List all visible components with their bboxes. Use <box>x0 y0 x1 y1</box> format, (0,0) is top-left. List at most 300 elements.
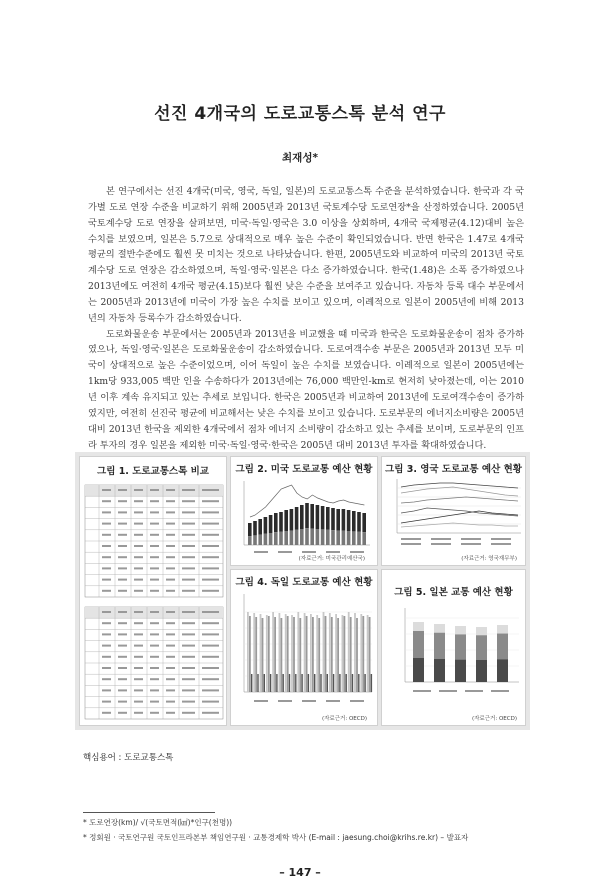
table-cell-text <box>102 645 111 647</box>
table-cell-text <box>134 656 143 658</box>
bar-segment <box>357 512 361 532</box>
bar <box>318 618 320 692</box>
table-cell-text <box>166 633 175 635</box>
bar <box>352 674 353 692</box>
paper-title: 선진 4개국의 도로교통스톡 분석 연구 <box>154 104 446 124</box>
bar <box>364 674 365 692</box>
legend-entry <box>350 700 364 702</box>
table-cell-text <box>118 579 127 581</box>
bar-segment <box>357 532 361 545</box>
table-cell-text <box>150 667 159 669</box>
table-cell-text <box>150 489 159 491</box>
figure-2-title: 그림 2. 미국 도로교통 예산 현황 <box>235 464 373 475</box>
bar <box>281 618 283 692</box>
table-cell-text <box>182 534 195 536</box>
table-cell-text <box>102 678 111 680</box>
table-cell-text <box>102 701 111 703</box>
table-cell-text <box>202 567 219 569</box>
figure-3-panel <box>381 456 526 566</box>
table-cell-text <box>150 511 159 513</box>
bar <box>260 614 262 692</box>
bar <box>335 614 337 692</box>
table-cell-text <box>134 667 143 669</box>
table-cell-text <box>150 678 159 680</box>
paragraph-2: 도로화물운송 부문에서는 2005년과 2013년을 비교했을 때 미국과 한국은 도로화물운송이 점차 증가하였으나, 독일·영국·일본은 도로화물운송이 감소하였습니다. 도로여객수송 부문은 2005년과 2013년 모두 미국이 상대적으로 높은 수준이었으며, 이어 독일이 높은 수치를 보였습니다. 이례적으로 일본이 2005년에는 1km당 933,005 백만 인을 수송하다가 2013년에는 76,000 백만인-km로 현저히 낮아졌는데, 이는 2010년 이후 계속 유지되고 있는 추세로 보입니다. 한국은 2005년과 비교하여 2013년에 도로여객수송이 증가하였지만, 여전히 선진국 평균에 비교해서는 낮은 수치를 보이고 있습니다. 도로부문의 에너지소비량은 2005년 대비 2013년 한국을 제외한 4개국에서 점차 에너지 소비량이 감소하고 있는 추세를 보이며, 도로부문의 인프라 투자의 경우 일본을 제외한 미국·독일·영국·한국은 2005년 대비 2013년 투자를 확대하였습니다. <box>88 328 524 451</box>
table-cell-text <box>202 590 219 592</box>
table-cell-text <box>102 590 111 592</box>
table-cell-text <box>118 590 127 592</box>
keywords: 핵심용어 : 도로교통스톡 <box>83 753 174 763</box>
table-cell-text <box>166 701 175 703</box>
bar <box>262 618 264 692</box>
bar-segment <box>434 659 445 682</box>
table-cell-text <box>102 523 111 525</box>
bar-segment <box>321 506 325 529</box>
legend-entry <box>254 551 268 553</box>
table-cell-text <box>134 678 143 680</box>
legend-entry <box>461 538 481 540</box>
bar-segment <box>497 659 508 682</box>
table-cell-text <box>150 545 159 547</box>
bar <box>255 617 257 692</box>
table-cell-text <box>182 656 195 658</box>
bar-segment <box>434 633 445 659</box>
bar <box>308 674 309 692</box>
table-cell-text <box>150 656 159 658</box>
bar-segment <box>310 529 314 545</box>
bar-segment <box>258 519 262 535</box>
figure-4-panel <box>230 569 378 726</box>
table-cell-text <box>134 701 143 703</box>
table-cell-text <box>102 545 111 547</box>
bar-segment <box>290 509 294 531</box>
bar <box>304 613 306 692</box>
bar <box>369 617 371 692</box>
table-cell-text <box>102 689 111 691</box>
legend-entry <box>326 700 340 702</box>
table-cell-text <box>182 611 195 613</box>
bar <box>306 616 308 692</box>
table-cell-text <box>166 511 175 513</box>
bar-segment <box>362 532 366 545</box>
table-cell-text <box>166 645 175 647</box>
bar-segment <box>300 529 304 545</box>
table-cell-text <box>134 579 143 581</box>
paragraph-1: 본 연구에서는 선진 4개국(미국, 영국, 독일, 일본)의 도로교통스톡 수준을 분석하였습니다. 한국과 각 국가별 도로 연장 수준을 비교하기 위해 2005년과 2013년 국토계수당 도로연장*을 산정하였습니다. 2005년 국토계수당 도로 연장을 살펴보면, 미국·독일·영국은 3.0 이상을 상회하며, 4개국 국제평균(4.12)대비 높은 수치를 보였으며, 일본은 5.7으로 상대적으로 매우 높은 수준이 확인되었습니다. 반면 한국은 1.47로 4개국 평균의 절반수준에도 훨씬 못 미치는 것으로 나타났습니다. 한편, 2005년도와 비교하여 미국의 2013년 국토계수당 도로 연장은 감소하였으며, 독일·영국·일본은 다소 증가하였습니다. 한국(1.48)은 소폭 증가하였으나 2013년에도 여전히 4개국 평균(4.15)보다 훨씬 낮은 수준을 보여주고 있습니다. 자동차 등록 대수 부문에서는 2005년과 2013년에 미국이 가장 높은 수치를 보이고 있으며, 이례적으로 일본이 2005년에 비해 2013년의 자동차 등록수가 감소하였습니다. <box>88 186 524 324</box>
table-cell-text <box>166 523 175 525</box>
table-cell-text <box>166 500 175 502</box>
bar-segment <box>476 660 487 682</box>
bar <box>337 618 339 692</box>
table-cell-text <box>182 511 195 513</box>
table-cell-text <box>118 545 127 547</box>
table-cell-text <box>134 567 143 569</box>
bar <box>323 612 325 692</box>
bar-segment <box>279 532 283 545</box>
table-cell-text <box>134 534 143 536</box>
bar-segment <box>305 528 309 545</box>
bar <box>356 618 358 692</box>
bar <box>268 616 270 692</box>
table-cell-text <box>102 500 111 502</box>
bar-segment <box>269 515 273 533</box>
legend-entry <box>401 543 421 545</box>
bar <box>253 613 255 692</box>
table-cell-text <box>182 712 195 714</box>
table-cell-text <box>166 489 175 491</box>
table-cell-text <box>134 645 143 647</box>
table-cell-text <box>166 678 175 680</box>
bar <box>266 615 268 692</box>
bar <box>249 616 251 692</box>
table-cell-text <box>182 545 195 547</box>
table-cell-text <box>150 701 159 703</box>
figure-5-title: 그림 5. 일본 교통 예산 현황 <box>394 587 513 598</box>
figure-4-title: 그림 4. 독일 도로교통 예산 현황 <box>235 577 373 588</box>
table-cell-text <box>166 656 175 658</box>
table-cell-text <box>182 579 195 581</box>
bar <box>270 674 271 692</box>
bar-segment <box>316 529 320 545</box>
bar-segment <box>476 635 487 660</box>
bar-segment <box>413 622 424 631</box>
bar <box>264 674 265 692</box>
bar <box>354 613 356 692</box>
bar-segment <box>362 513 366 532</box>
table-cell-text <box>118 511 127 513</box>
legend-entry <box>465 690 483 692</box>
table-cell-text <box>118 712 127 714</box>
bar <box>257 674 258 692</box>
series-line <box>401 487 518 496</box>
figure-1-title: 그림 1. 도로교통스톡 비교 <box>97 466 209 477</box>
bar-segment <box>253 535 257 545</box>
table-cell-text <box>150 579 159 581</box>
table-cell-text <box>102 622 111 624</box>
bar <box>362 616 364 692</box>
table-cell-text <box>150 611 159 613</box>
bar-segment <box>455 626 466 634</box>
table-cell-text <box>182 645 195 647</box>
table-cell-text <box>166 689 175 691</box>
bar-segment <box>455 660 466 682</box>
bar-segment <box>352 511 356 531</box>
table-cell-text <box>118 523 127 525</box>
bar-segment <box>279 512 283 532</box>
bar-segment <box>284 531 288 545</box>
table-cell-text <box>182 489 195 491</box>
legend-entry <box>278 551 292 553</box>
table-cell-text <box>166 534 175 536</box>
figure-2-panel <box>230 456 378 566</box>
legend-entry <box>491 690 509 692</box>
bar <box>310 614 312 692</box>
bar <box>367 615 369 692</box>
bar <box>342 615 344 692</box>
table-cell-text <box>202 656 219 658</box>
legend-entry <box>278 700 292 702</box>
legend-entry <box>431 543 451 545</box>
figure-2-source: (자료근거: 미국관리예산국) <box>298 556 365 562</box>
page-number: – 147 – <box>279 866 321 879</box>
bar-segment <box>248 523 252 536</box>
table-cell-text <box>202 633 219 635</box>
bar-segment <box>336 531 340 545</box>
table-cell-text <box>118 689 127 691</box>
bar <box>274 617 276 692</box>
bar-segment <box>342 509 346 531</box>
legend-entry <box>491 538 511 540</box>
table-cell-text <box>202 622 219 624</box>
table-cell-text <box>150 534 159 536</box>
footnote-1: * 도로연장(km)/ √(국토면적(㎢)*인구(천명)) <box>83 818 233 827</box>
table-cell-text <box>202 667 219 669</box>
table-cell-text <box>150 556 159 558</box>
table-cell-text <box>118 611 127 613</box>
legend-entry <box>401 538 421 540</box>
bar <box>346 674 347 692</box>
table-cell-text <box>102 667 111 669</box>
table-cell-text <box>150 590 159 592</box>
bar-segment <box>413 631 424 658</box>
figure-1-tables <box>81 479 227 723</box>
bar <box>295 674 296 692</box>
table-cell-text <box>182 678 195 680</box>
bar <box>314 674 315 692</box>
table-cell-text <box>202 689 219 691</box>
series-line <box>401 483 518 488</box>
table-cell-text <box>134 489 143 491</box>
table-cell-text <box>118 500 127 502</box>
table-cell-text <box>134 500 143 502</box>
table-cell-text <box>102 556 111 558</box>
table-cell-text <box>182 523 195 525</box>
bar-segment <box>342 531 346 545</box>
table-cell-text <box>102 579 111 581</box>
table-cell-text <box>182 633 195 635</box>
bar <box>329 613 331 692</box>
table-cell-text <box>182 590 195 592</box>
bar-segment <box>352 531 356 545</box>
bar <box>360 614 362 692</box>
table-cell-text <box>102 633 111 635</box>
table-cell-text <box>150 645 159 647</box>
table-cell-text <box>150 567 159 569</box>
bar-segment <box>326 530 330 545</box>
bar-segment <box>434 624 445 633</box>
bar-segment <box>290 531 294 545</box>
bar-segment <box>253 521 257 535</box>
bar <box>251 674 252 692</box>
table-cell-text <box>134 523 143 525</box>
table-cell-text <box>150 633 159 635</box>
table-cell-text <box>102 489 111 491</box>
figure-3-title: 그림 3. 영국 도로교통 예산 현황 <box>385 464 522 475</box>
bar <box>331 617 333 692</box>
series-line <box>401 511 518 523</box>
bar-segment <box>316 505 320 529</box>
table-cell-text <box>202 645 219 647</box>
table-cell-text <box>150 523 159 525</box>
table-cell-text <box>134 545 143 547</box>
table-cell-text <box>118 489 127 491</box>
table-cell-text <box>102 567 111 569</box>
bar-segment <box>326 507 330 530</box>
author: 최재성* <box>282 152 318 164</box>
bar-segment <box>295 530 299 545</box>
legend-entry <box>431 538 451 540</box>
footnote-divider <box>83 812 215 813</box>
bar-segment <box>497 634 508 660</box>
bar-segment <box>347 510 351 531</box>
bar-segment <box>269 533 273 545</box>
legend-entry <box>326 551 340 553</box>
table-cell-text <box>166 667 175 669</box>
table-cell-text <box>134 556 143 558</box>
bar-segment <box>476 627 487 635</box>
table-cell-text <box>166 712 175 714</box>
table-cell-text <box>166 622 175 624</box>
bar <box>279 613 281 692</box>
bar <box>371 674 372 692</box>
bar-segment <box>284 510 288 531</box>
bar <box>272 612 274 692</box>
figure-5-source: (자료근거: OECD) <box>471 716 517 722</box>
figure-3-chart <box>383 475 526 557</box>
table-cell-text <box>202 511 219 513</box>
bar-segment <box>300 505 304 529</box>
bar <box>289 674 290 692</box>
legend-entry <box>254 700 268 702</box>
figure-2-chart <box>232 475 378 563</box>
table-cell-text <box>202 500 219 502</box>
bar-segment <box>497 625 508 634</box>
table-cell-text <box>102 712 111 714</box>
table-cell-text <box>182 556 195 558</box>
table-cell-text <box>102 611 111 613</box>
bar-segment <box>264 534 268 545</box>
table-cell-text <box>202 579 219 581</box>
bar <box>285 614 287 692</box>
bar-segment <box>455 634 466 659</box>
bar-segment <box>413 658 424 682</box>
table-cell-text <box>166 611 175 613</box>
bar-segment <box>331 508 335 530</box>
table-cell-text <box>166 545 175 547</box>
table-cell-text <box>134 622 143 624</box>
table-cell-text <box>182 622 195 624</box>
table-cell-text <box>202 523 219 525</box>
table-cell-text <box>166 579 175 581</box>
table-cell-text <box>134 689 143 691</box>
figure-4-source: (자료근거: OECD) <box>321 716 367 722</box>
bar-segment <box>274 513 278 532</box>
bar-segment <box>295 507 299 530</box>
table-cell-text <box>202 534 219 536</box>
table-cell-text <box>182 689 195 691</box>
table-cell-text <box>182 667 195 669</box>
bar-segment <box>321 529 325 545</box>
figure-area <box>75 452 530 730</box>
bar <box>350 617 352 692</box>
bar <box>297 612 299 692</box>
legend-entry <box>439 690 457 692</box>
table-cell-text <box>150 500 159 502</box>
bar <box>301 674 302 692</box>
table-cell-text <box>202 489 219 491</box>
bar-segment <box>310 504 314 529</box>
bar-segment <box>305 503 309 528</box>
table-cell-text <box>134 712 143 714</box>
table-cell-text <box>118 678 127 680</box>
bar-segment <box>331 530 335 545</box>
bar <box>348 612 350 692</box>
table-cell-text <box>102 534 111 536</box>
bar <box>333 674 334 692</box>
bar <box>320 674 321 692</box>
table-cell-text <box>182 701 195 703</box>
table-cell-text <box>118 667 127 669</box>
table-cell-text <box>182 500 195 502</box>
legend-entry <box>350 551 364 553</box>
legend-entry <box>302 700 316 702</box>
table-cell-text <box>150 622 159 624</box>
bar-segment <box>248 536 252 545</box>
table-cell-text <box>134 511 143 513</box>
bar-segment <box>264 517 268 534</box>
table-cell-text <box>202 611 219 613</box>
table-cell-text <box>134 633 143 635</box>
table-cell-text <box>166 556 175 558</box>
bar <box>276 674 277 692</box>
table-cell-text <box>118 633 127 635</box>
bar-segment <box>258 535 262 545</box>
table-cell-text <box>118 534 127 536</box>
series-line <box>401 523 518 527</box>
footnote-2: * 정회원 · 국토연구원 국토인프라본부 책임연구원 · 교통경제학 박사 (E-mail : jaesung.choi@krihs.re.kr) – 발표자 <box>83 833 469 842</box>
series-line <box>401 508 518 516</box>
bar <box>247 612 249 692</box>
table-cell-text <box>150 689 159 691</box>
figure-1-panel <box>79 456 227 726</box>
bar <box>358 674 359 692</box>
table-cell-text <box>202 701 219 703</box>
bar <box>316 615 318 692</box>
table-cell-text <box>102 511 111 513</box>
bar-segment <box>274 532 278 545</box>
table-cell-text <box>118 567 127 569</box>
legend-entry <box>461 543 481 545</box>
abstract-body <box>88 184 524 453</box>
bar <box>339 674 340 692</box>
legend-entry <box>491 543 511 545</box>
legend-entry <box>302 551 316 553</box>
table-cell-text <box>134 590 143 592</box>
table-cell-text <box>150 712 159 714</box>
table-cell-text <box>134 611 143 613</box>
bar-segment <box>336 509 340 531</box>
bar <box>327 674 328 692</box>
bar <box>293 617 295 692</box>
bar <box>325 616 327 692</box>
bar <box>291 615 293 692</box>
legend-entry <box>413 690 431 692</box>
table-cell-text <box>166 567 175 569</box>
bar <box>299 618 301 692</box>
bar <box>344 616 346 692</box>
table-cell-text <box>118 556 127 558</box>
table-cell-text <box>118 622 127 624</box>
